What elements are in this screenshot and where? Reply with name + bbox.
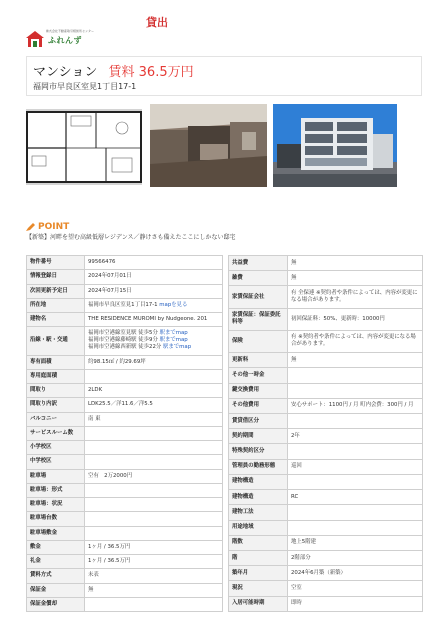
spec-value-info-date xyxy=(85,270,223,284)
spec-label-service-room: サービスルーム数 xyxy=(27,426,85,440)
spec-value-other-costs xyxy=(288,398,423,413)
spec-row-parking-count xyxy=(27,512,223,526)
spec-value-balcony-area xyxy=(85,369,223,383)
spec-label-parking-type: 駐車場：形式 xyxy=(27,483,85,497)
spec-row-status xyxy=(229,459,423,474)
point-label: POINT xyxy=(38,221,70,232)
spec-label-location: 所在地 xyxy=(27,298,85,312)
spec-value-text: 南 東 xyxy=(88,415,101,422)
spec-label-structure: 建物構造 xyxy=(229,490,288,505)
spec-row-elementary xyxy=(27,441,223,455)
spec-value-text: LDK25.5／洋11.6／洋5.5 xyxy=(88,401,153,408)
spec-row-property-no xyxy=(27,256,223,270)
spec-label-floor-location: 階 xyxy=(229,550,288,565)
spec-label-floors: 階数 xyxy=(229,535,288,550)
spec-row-payment xyxy=(27,569,223,583)
spec-label-parking-count: 駐車場台数 xyxy=(27,512,85,526)
spec-row-renewal-fee xyxy=(229,353,423,368)
access-line-text: 福岡市空港線室見駅 徒歩5分 xyxy=(88,330,158,337)
spec-value-insurance xyxy=(288,330,423,352)
spec-row-next-update xyxy=(27,284,223,298)
spec-value-parking-type xyxy=(85,483,223,497)
spec-value-structure xyxy=(288,490,423,505)
spec-label-zoning: 用途地域 xyxy=(229,520,288,535)
spec-value-text: 1ヶ月 / 36.5万円 xyxy=(88,558,131,565)
logo-name: ふれんず xyxy=(48,36,82,45)
station-map-link[interactable]: 駅までmap xyxy=(159,330,188,337)
spec-value-move-in xyxy=(288,596,423,611)
spec-value-rent-area xyxy=(288,413,423,428)
spec-value-zoning xyxy=(288,520,423,535)
spec-row-key-exchange xyxy=(229,383,423,398)
spec-value-text: 無 xyxy=(291,274,297,281)
spec-table-right xyxy=(228,255,423,612)
spec-row-deposit xyxy=(27,540,223,554)
spec-value-text: 2024年07月15日 xyxy=(88,287,132,294)
photo-gallery xyxy=(26,104,422,208)
spec-row-guarantee-deduct xyxy=(27,597,223,611)
spec-row-location xyxy=(27,298,223,312)
interior-photo[interactable] xyxy=(150,104,267,187)
spec-row-other-lumpsum xyxy=(229,368,423,383)
property-type: マンション xyxy=(33,65,98,80)
spec-row-guarantor-company xyxy=(229,286,423,308)
spec-label-info-date: 情報登録日 xyxy=(27,270,85,284)
spec-value-text: 安心サポート：1100円 / 月 町内会費：300円 / 月 xyxy=(291,402,414,409)
spec-value-text: 2年 xyxy=(291,432,300,439)
spec-value-text: 空室 xyxy=(291,584,302,591)
spec-value-deposit xyxy=(85,540,223,554)
logo-tagline: 株式会社不動産取引相談所センター xyxy=(46,29,94,33)
spec-value-parking xyxy=(85,469,223,483)
spec-label-junior-high: 中学校区 xyxy=(27,455,85,469)
spec-label-renewal-fee: 更新料 xyxy=(229,353,288,368)
spec-row-move-in xyxy=(229,596,423,611)
spec-row-contract-period xyxy=(229,429,423,444)
spec-value-text: 約98.15㎡ / 約29.69坪 xyxy=(88,358,146,365)
spec-value-text: 未表 xyxy=(88,572,99,579)
spec-value-floors xyxy=(288,535,423,550)
spec-row-rent-area xyxy=(229,413,423,428)
spec-value-text: 有 全保連 ※契約者や条件によっては、内容が変更になる場合があります。 xyxy=(291,290,418,304)
spec-value-location xyxy=(85,298,223,312)
spec-label-parking: 駐車場 xyxy=(27,469,85,483)
spec-label-special-terms: 特殊契約区分 xyxy=(229,444,288,459)
spec-value-layout xyxy=(85,384,223,398)
spec-label-built-year: 築年月 xyxy=(229,566,288,581)
spec-value-text: 99566476 xyxy=(88,259,116,266)
spec-value-text: 無 xyxy=(291,259,297,266)
house-logo-icon xyxy=(26,31,44,47)
spec-label-maintenance: 雑費 xyxy=(229,271,288,286)
spec-row-access xyxy=(27,327,223,355)
spec-value-text: 巡回 xyxy=(291,463,302,470)
spec-label-insurance: 保険 xyxy=(229,330,288,352)
spec-label-guarantee: 保証金 xyxy=(27,583,85,597)
spec-value-guarantee xyxy=(85,583,223,597)
spec-row-layout-detail xyxy=(27,398,223,412)
spec-value-text: 2024年6月築（新築） xyxy=(291,569,346,576)
spec-value-text: 地上5階建 xyxy=(291,539,316,546)
spec-value-building-type xyxy=(288,474,423,489)
spec-label-current-status: 現況 xyxy=(229,581,288,596)
listing-title-box xyxy=(26,56,422,96)
spec-value-text: 2LDK xyxy=(88,387,103,394)
spec-label-other-lumpsum: その他一時金 xyxy=(229,368,288,383)
spec-row-zoning xyxy=(229,520,423,535)
spec-value-parking-status xyxy=(85,498,223,512)
spec-table-left xyxy=(26,255,223,612)
spec-row-maintenance xyxy=(229,271,423,286)
spec-row-junior-high xyxy=(27,455,223,469)
spec-value-text: 有 ※契約者や条件によっては、内容が変更になる場合があります。 xyxy=(291,334,416,348)
station-map-link[interactable]: 駅までmap xyxy=(162,344,192,351)
pencil-icon xyxy=(26,222,36,231)
spec-value-parking-deposit xyxy=(85,526,223,540)
spec-label-guarantee-deduct: 保証金償却 xyxy=(27,597,85,611)
spec-value-special-terms xyxy=(288,444,423,459)
spec-row-built-year xyxy=(229,566,423,581)
spec-value-guarantor-company xyxy=(288,286,423,308)
spec-row-parking-status xyxy=(27,498,223,512)
spec-value-access xyxy=(85,327,223,355)
spec-label-payment: 賃料方式 xyxy=(27,569,85,583)
spec-label-layout: 間取り xyxy=(27,384,85,398)
spec-value-text: 無 xyxy=(88,586,94,593)
spec-row-building-type xyxy=(229,474,423,489)
station-map-link[interactable]: 駅までmap xyxy=(159,337,188,344)
spec-label-contract-period: 契約期間 xyxy=(229,429,288,444)
spec-row-insurance xyxy=(229,330,423,352)
spec-value-text: 即時 xyxy=(291,600,302,607)
listing-title xyxy=(33,61,194,80)
spec-row-parking-deposit xyxy=(27,526,223,540)
spec-value-text: THE RESIDENCE MUROMI by Nudgeone. 201 xyxy=(88,316,208,323)
access-line-text: 福岡市空港線藤崎駅 徒歩9分 xyxy=(88,337,158,344)
spec-value-layout-detail xyxy=(85,398,223,412)
spec-value-current-status xyxy=(288,581,423,596)
spec-label-deposit: 敷金 xyxy=(27,540,85,554)
spec-value-elementary xyxy=(85,441,223,455)
spec-value-next-update xyxy=(85,284,223,298)
spec-value-payment xyxy=(85,569,223,583)
spec-value-maintenance xyxy=(288,271,423,286)
spec-label-access: 沿線・駅・交通 xyxy=(27,327,85,355)
spec-value-text: 2階部分 xyxy=(291,554,311,561)
floorplan-image[interactable] xyxy=(26,108,142,186)
spec-value-guarantor-fee xyxy=(288,308,423,330)
spec-value-text: 2024年07月01日 xyxy=(88,273,132,280)
spec-row-balcony-area xyxy=(27,369,223,383)
spec-row-construction xyxy=(229,505,423,520)
spec-label-common-fee: 共益費 xyxy=(229,256,288,271)
spec-row-other-costs xyxy=(229,398,423,413)
spec-row-guarantee xyxy=(27,583,223,597)
spec-value-service-room xyxy=(85,426,223,440)
spec-value-text: RC xyxy=(291,493,299,500)
spec-row-service-room xyxy=(27,426,223,440)
building-photo[interactable] xyxy=(273,104,397,187)
spec-label-balcony: バルコニー xyxy=(27,412,85,426)
spec-value-text: 福岡市早良区室見1丁目17-1 xyxy=(88,301,158,308)
spec-row-info-date xyxy=(27,270,223,284)
spec-value-contract-period xyxy=(288,429,423,444)
spec-value-status xyxy=(288,459,423,474)
spec-row-special-terms xyxy=(229,444,423,459)
spec-value-construction xyxy=(288,505,423,520)
spec-label-construction: 建物工法 xyxy=(229,505,288,520)
spec-value-guarantee-deduct xyxy=(85,597,223,611)
spec-value-text: 無 xyxy=(291,356,297,363)
spec-label-elementary: 小学校区 xyxy=(27,441,85,455)
spec-label-area: 専有面積 xyxy=(27,355,85,369)
spec-row-structure xyxy=(229,490,423,505)
spec-value-text: 初回保証料：50%、更新時：10000円 xyxy=(291,315,385,322)
spec-row-current-status xyxy=(229,581,423,596)
spec-value-building-name xyxy=(85,313,223,327)
spec-row-parking-type xyxy=(27,483,223,497)
spec-label-rent-area: 賃貸借区分 xyxy=(229,413,288,428)
site-header xyxy=(0,0,448,56)
spec-value-other-lumpsum xyxy=(288,368,423,383)
spec-label-guarantor-fee: 家賃保証：保証委託料等 xyxy=(229,308,288,330)
rent-price: 賃料 36.5万円 xyxy=(108,65,194,80)
spec-label-parking-status: 駐車場：状況 xyxy=(27,498,85,512)
spec-label-other-costs: その他費用 xyxy=(229,398,288,413)
status-badge: 貸出 xyxy=(146,16,168,29)
spec-row-layout xyxy=(27,384,223,398)
spec-row-balcony xyxy=(27,412,223,426)
spec-value-common-fee xyxy=(288,256,423,271)
spec-label-property-no: 物件番号 xyxy=(27,256,85,270)
spec-row-parking xyxy=(27,469,223,483)
spec-row-guarantor-fee xyxy=(229,308,423,330)
map-link[interactable]: mapを見る xyxy=(159,301,188,308)
spec-value-parking-count xyxy=(85,512,223,526)
spec-label-building-type: 建物構造 xyxy=(229,474,288,489)
spec-label-guarantor-company: 家賃保証会社 xyxy=(229,286,288,308)
spec-row-key-money xyxy=(27,555,223,569)
point-description: 【新築】河畔を望む高級低層レジデンス／静けさも備えたここにしかない邸宅 xyxy=(26,234,236,241)
spec-value-built-year xyxy=(288,566,423,581)
spec-label-parking-deposit: 駐車場敷金 xyxy=(27,526,85,540)
spec-label-next-update: 次回更新予定日 xyxy=(27,284,85,298)
spec-value-balcony xyxy=(85,412,223,426)
spec-value-area xyxy=(85,355,223,369)
spec-value-key-exchange xyxy=(288,383,423,398)
spec-value-junior-high xyxy=(85,455,223,469)
spec-label-status: 管理員の勤務形態 xyxy=(229,459,288,474)
spec-label-building-name: 建物名 xyxy=(27,313,85,327)
point-heading xyxy=(26,216,69,230)
spec-row-building-name xyxy=(27,313,223,327)
spec-value-text: 1ヶ月 / 36.5万円 xyxy=(88,543,131,550)
spec-value-text: 空有 2万2000円 xyxy=(88,472,133,479)
spec-row-floors xyxy=(229,535,423,550)
spec-row-area xyxy=(27,355,223,369)
spec-row-floor-location xyxy=(229,550,423,565)
spec-value-floor-location xyxy=(288,550,423,565)
spec-row-common-fee xyxy=(229,256,423,271)
listing-address: 福岡市早良区室見1丁目17-1 xyxy=(33,82,137,91)
spec-label-key-money: 礼金 xyxy=(27,555,85,569)
spec-label-key-exchange: 鍵交換費用 xyxy=(229,383,288,398)
spec-value-renewal-fee xyxy=(288,353,423,368)
company-logo[interactable] xyxy=(26,28,94,50)
spec-label-layout-detail: 間取り内訳 xyxy=(27,398,85,412)
access-line-text: 福岡市空港線西新駅 徒歩22分 xyxy=(88,344,162,351)
spec-value-property-no xyxy=(85,256,223,270)
spec-label-balcony-area: 専用庭面積 xyxy=(27,369,85,383)
spec-label-move-in: 入居可能時期 xyxy=(229,596,288,611)
spec-value-key-money xyxy=(85,555,223,569)
access-line xyxy=(88,344,219,351)
